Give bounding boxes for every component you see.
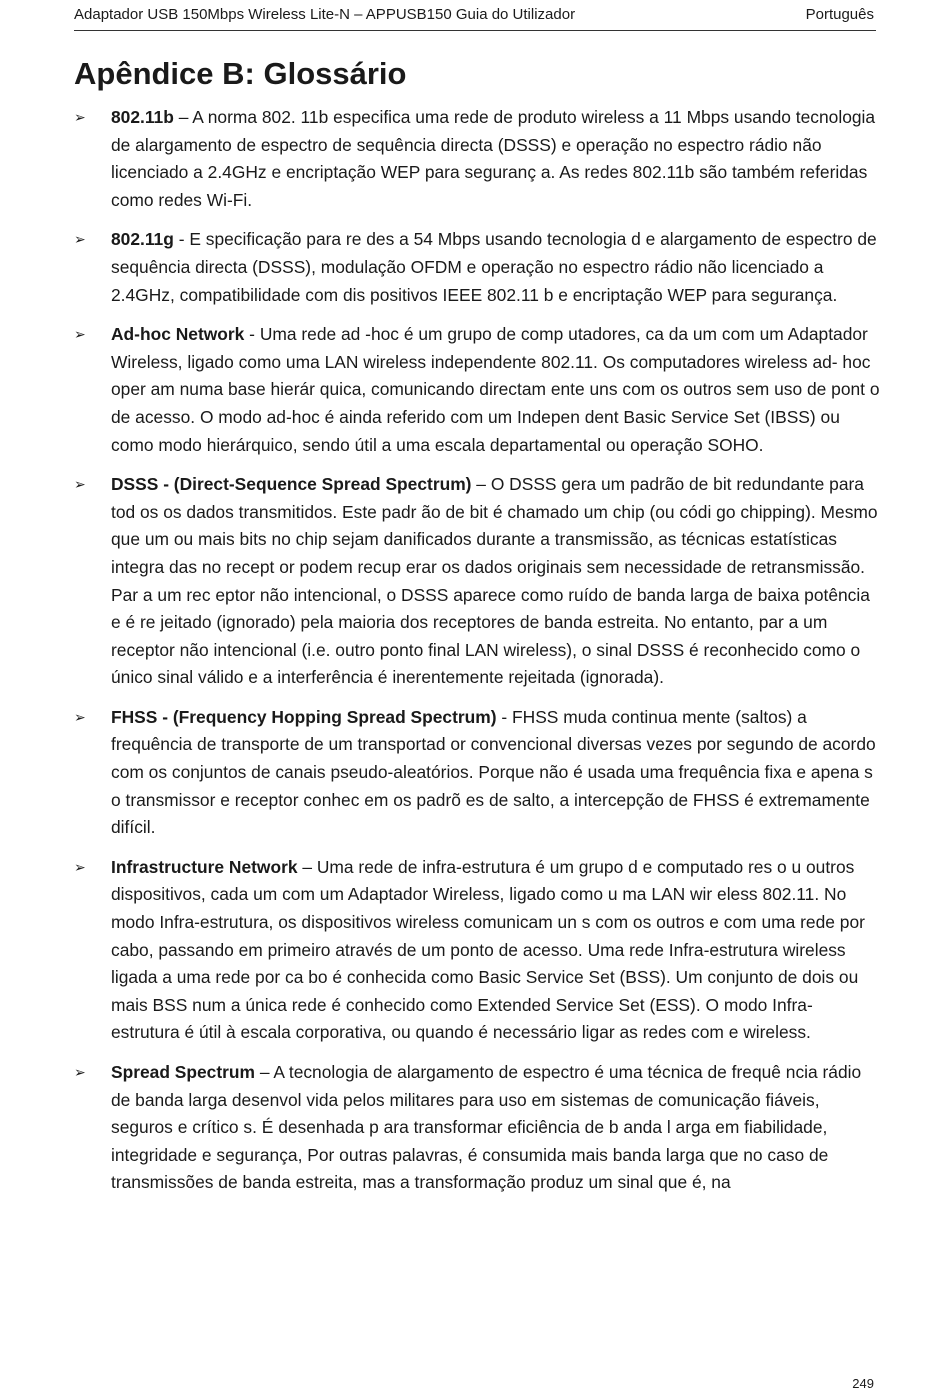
glossary-term: 802.11g xyxy=(111,229,174,250)
arrow-bullet-icon: ➢ xyxy=(74,232,86,249)
glossary-definition: FHSS muda continua mente (saltos) a frequência de transporte de um transportad or convencional diversas vezes por segundo de acordo com os conjuntos de canais pseudo-aleatórios. Porque não é usada uma frequência fixa e apena s o transmissor e receptor conhec em os padrõ es de salto, a intercepção de FHSS é extremamente difícil. xyxy=(111,706,876,838)
glossary-term: Ad-hoc Network xyxy=(111,324,245,345)
arrow-bullet-icon: ➢ xyxy=(74,859,86,876)
glossary-definition: Uma rede de infra-estrutura é um grupo d e computado res o u outros dispositivos, cada um com um Adaptador Wireless, ligado como u ma LAN wir eless 802.11. No modo Infra-estrutura, os dispositivos wireless comunicam un s com os outros e com uma rede por cabo, passando em primeiro através de um ponto de acesso. Uma rede Infra-estrutura wireless ligada a uma rede por ca bo é conhecida como Basic Service Set (BSS). Um conjunto de dois ou mais BSS num a única rede é conhecido como Extended Service Set (ESS). O modo Infra-estrutura é útil à escala corporativa, ou quando é necessário ligar as redes com e wireless. xyxy=(111,856,865,1043)
page-header xyxy=(74,4,876,31)
page-title: Apêndice B: Glossário xyxy=(74,56,407,91)
glossary-definition: A norma 802. 11b especifica uma rede de produto wireless a 11 Mbps usando tecnologia de alargamento de espectro de sequência directa (DSSS) e operação no espectro rádio não licenciado a 2.4GHz e encriptação WEP para seguranç a. As redes 802.11b são também referidas como redes Wi-Fi. xyxy=(111,107,876,210)
glossary-entry-spread-spectrum: ➢ Spread Spectrum – A tecnologia de alargamento de espectro é uma técnica de frequê ncia rádio de banda larga desenvol vida pelos militares para uso em sistemas de comunicação fiáveis, seguros e crítico s. É desenhada p ara transformar eficiência de b anda l arga em fiabilidade, integridade e segurança, Por outras palavras, é consumida mais banda larga que no caso de transmissões de banda estreita, mas a transformação produz um sinal que é, na xyxy=(74,1059,880,1197)
arrow-bullet-icon: ➢ xyxy=(74,477,86,494)
header-language: Português xyxy=(805,6,874,23)
arrow-bullet-icon: ➢ xyxy=(74,1065,86,1081)
glossary-entry-infrastructure-network: ➢ Infrastructure Network – Uma rede de infra-estrutura é um grupo d e computado res o u outros dispositivos, cada um com um Adaptador Wireless, ligado como u ma LAN wir eless 802.11. No modo Infra-estrutura, os dispositivos wireless comunicam un s com os outros e com uma rede por cabo, passando em primeiro através de um ponto de acesso. Uma rede Infra-estrutura wireless ligada a uma rede por ca bo é conhecida como Basic Service Set (BSS). Um conjunto de dois ou mais BSS num a única rede é conhecido como Extended Service Set (ESS). O modo Infra-estrutura é útil à escala corporativa, ou quando é necessário ligar as redes com e wireless. xyxy=(74,854,880,1047)
glossary-definition: E specificação para re des a 54 Mbps usando tecnologia d e alargamento de espectro de sequência directa (DSSS), modulação OFDM e operação no espectro rádio não licenciado a 2.4GHz, compatibilidade com dis positivos IEEE 802.11 b e encriptação WEP para segurança. xyxy=(111,229,877,305)
glossary-entry-dsss: ➢ DSSS - (Direct-Sequence Spread Spectrum) – O DSSS gera um padrão de bit redundante para tod os os dados transmitidos. Este padr ão de bit é chamado um chip (ou códi go chipping). Mesmo que um ou mais bits no chip sejam danificados durante a transmissão, as técnicas estatísticas integra das no recept or podem recup erar os dados originais sem necessidade de retransmissão. Par a um rec eptor não intencional, o DSSS aparece como ruído de banda larga de baixa potência e é re jeitado (ignorado) pela maioria dos receptores de banda estreita. No entanto, par a um receptor não intencional (i.e. outro ponto final LAN wireless), o sinal DSSS é reconhecido como o único sinal válido e a interferência é inerentemente rejeitada (ignorada). xyxy=(74,471,880,692)
arrow-bullet-icon: ➢ xyxy=(74,327,86,344)
glossary-term: FHSS - (Frequency Hopping Spread Spectrum) xyxy=(111,706,497,727)
glossary-definition: O DSSS gera um padrão de bit redundante para tod os os dados transmitidos. Este padr ão de bit é chamado um chip (ou códi go chipping). Mesmo que um ou mais bits no chip sejam danificados durante a transmissão, as técnicas estatísticas integra das no recept or podem recup erar os dados originais sem necessidade de retransmissão. Par a um rec eptor não intencional, o DSSS aparece como ruído de banda larga de baixa potência e é re jeitado (ignorado) pela maioria dos receptores de banda estreita. No entanto, par a um receptor não intencional (i.e. outro ponto final LAN wireless), o sinal DSSS é reconhecido como o único sinal válido e a interferência é inerentemente rejeitada (ignorada). xyxy=(111,474,878,688)
header-document-title: Adaptador USB 150Mbps Wireless Lite-N – APPUSB150 Guia do Utilizador xyxy=(74,6,576,23)
glossary-term: Infrastructure Network xyxy=(111,856,298,877)
glossary-entry-ad-hoc-network: ➢ Ad-hoc Network - Uma rede ad -hoc é um grupo de comp utadores, ca da um com um Adaptador Wireless, ligado como uma LAN wireless independente 802.11. Os computadores wireless ad- hoc oper am numa base hierár quica, comunicando directam ente uns com os outros sem uso de pont o de acesso. O modo ad-hoc é ainda referido com um Indepen dent Basic Service Set (IBSS) ou como modo hierárquico, sendo útil a uma escala departamental ou operação SOHO. xyxy=(74,321,880,459)
page-number: 249 xyxy=(852,1376,874,1391)
glossary-entry-802-11g: ➢ 802.11g - E specificação para re des a 54 Mbps usando tecnologia d e alargamento de espectro de sequência directa (DSSS), modulação OFDM e operação no espectro rádio não licenciado a 2.4GHz, compatibilidade com dis positivos IEEE 802.11 b e encriptação WEP para segurança. xyxy=(74,226,880,309)
glossary-entry-fhss: ➢ FHSS - (Frequency Hopping Spread Spectrum) - FHSS muda continua mente (saltos) a frequência de transporte de um transportad or convencional diversas vezes por segundo de acordo com os conjuntos de canais pseudo-aleatórios. Porque não é usada uma frequência fixa e apena s o transmissor e receptor conhec em os padrõ es de salto, a intercepção de FHSS é extremamente difícil. xyxy=(74,704,880,842)
glossary-term: Spread Spectrum xyxy=(111,1062,255,1082)
glossary-entry-802-11b: ➢ 802.11b – A norma 802. 11b especifica uma rede de produto wireless a 11 Mbps usando tecnologia de alargamento de espectro de sequência directa (DSSS) e operação no espectro rádio não licenciado a 2.4GHz e encriptação WEP para seguranç a. As redes 802.11b são também referidas como redes Wi-Fi. xyxy=(74,104,880,214)
glossary-term: DSSS - (Direct-Sequence Spread Spectrum) xyxy=(111,474,472,495)
glossary-definition: A tecnologia de alargamento de espectro é uma técnica de frequê ncia rádio de banda larga desenvol vida pelos militares para uso em sistemas de comunicação fiáveis, seguros e crítico s. É desenhada p ara transformar eficiência de b anda l arga em fiabilidade, integridade e segurança, Por outras palavras, é consumida mais banda larga que no caso de transmissões de banda estreita, mas a transformação produz um sinal que é, na xyxy=(111,1062,862,1193)
arrow-bullet-icon: ➢ xyxy=(74,709,86,726)
arrow-bullet-icon: ➢ xyxy=(74,110,86,126)
glossary-term: 802.11b xyxy=(111,107,174,127)
glossary-list xyxy=(74,104,880,1209)
glossary-definition: Uma rede ad -hoc é um grupo de comp utadores, ca da um com um Adaptador Wireless, ligado como uma LAN wireless independente 802.11. Os computadores wireless ad- hoc oper am numa base hierár quica, comunicando directam ente uns com os outros sem uso de pont o de acesso. O modo ad-hoc é ainda referido com um Indepen dent Basic Service Set (IBSS) ou como modo hierárquico, sendo útil a uma escala departamental ou operação SOHO. xyxy=(111,324,880,455)
